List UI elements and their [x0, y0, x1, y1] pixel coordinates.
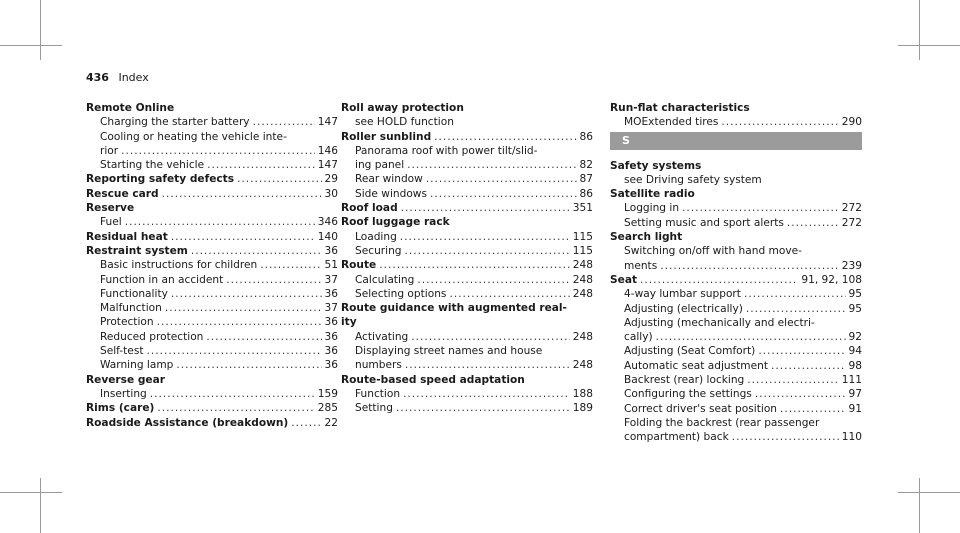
index-subentry [610, 302, 862, 316]
leader-dots [656, 330, 846, 344]
entry-text: Seat [610, 273, 638, 286]
page-reference-link[interactable]: 51 [324, 259, 338, 272]
entry-text: Rims (care) [86, 402, 155, 415]
page-reference-link[interactable]: 94 [848, 345, 862, 358]
leader-dots [253, 115, 315, 129]
index-subentry [610, 344, 862, 358]
index-subentry [610, 359, 862, 373]
index-heading [610, 273, 862, 287]
leader-dots [449, 287, 569, 301]
entry-text: Charging the starter battery [100, 116, 250, 129]
entry-text: Warning lamp [100, 359, 174, 372]
index-heading [86, 201, 338, 215]
index-subentry [610, 244, 862, 258]
leader-dots [226, 273, 321, 287]
page-reference-link[interactable]: 29 [324, 173, 338, 186]
leader-dots [400, 230, 570, 244]
leader-dots [165, 301, 322, 315]
index-heading [341, 315, 593, 329]
page-reference-link[interactable]: 248 [572, 359, 593, 372]
index-heading [610, 187, 862, 201]
page-reference-link[interactable]: 147 [317, 116, 338, 129]
index-subentry [86, 158, 338, 172]
index-heading [610, 159, 862, 173]
leader-dots [237, 172, 321, 186]
leader-dots [176, 358, 321, 372]
leader-dots [407, 158, 576, 172]
leader-dots [157, 401, 314, 415]
index-heading [610, 230, 862, 244]
index-heading [341, 301, 593, 315]
entry-text: Adjusting (Seat Comfort) [624, 345, 756, 358]
index-heading [86, 101, 338, 115]
crop-mark [40, 478, 41, 533]
entry-text: ity [341, 316, 357, 329]
index-heading [341, 101, 593, 115]
leader-dots [755, 387, 846, 401]
page-reference-link[interactable]: 351 [572, 202, 593, 215]
page-reference-link[interactable]: 146 [317, 144, 338, 157]
entry-text: Inserting [100, 387, 147, 400]
leader-dots [758, 344, 845, 358]
page-section-title: Index [118, 71, 149, 84]
entry-text: Folding the backrest (rear passenger [624, 416, 820, 429]
leader-dots [411, 330, 569, 344]
index-heading [86, 244, 338, 258]
leader-dots [147, 344, 322, 358]
index-heading [341, 201, 593, 215]
entry-text: MOExtended tires [624, 116, 719, 129]
index-subentry [86, 344, 338, 358]
index-subentry [610, 216, 862, 230]
leader-dots [787, 216, 839, 230]
index-column-2 [341, 101, 593, 416]
index-subentry [86, 387, 338, 401]
entry-text: Setting [355, 402, 393, 415]
page-reference-link[interactable]: 36 [324, 244, 338, 257]
entry-text: Automatic seat adjustment [624, 359, 768, 372]
index-heading [86, 416, 338, 430]
entry-text: Route-based speed adaptation [341, 373, 525, 386]
index-subentry [341, 358, 593, 372]
page-reference-link[interactable]: 111 [841, 374, 862, 387]
entry-text: Correct driver's seat position [624, 402, 778, 415]
entry-text: ing panel [355, 159, 405, 172]
entry-text: Selecting options [355, 287, 447, 300]
entry-text: Cooling or heating the vehicle inte- [100, 130, 287, 143]
page-reference-link[interactable]: 82 [579, 159, 593, 172]
page-reference-link[interactable]: 95 [848, 288, 862, 301]
index-heading [341, 258, 593, 272]
index-subentry [86, 258, 338, 272]
entry-text: Rescue card [86, 187, 159, 200]
leader-dots [747, 373, 838, 387]
leader-dots [405, 244, 570, 258]
index-heading [341, 373, 593, 387]
page-reference-link[interactable]: 140 [317, 230, 338, 243]
entry-text: 4-way lumbar support [624, 288, 741, 301]
entry-text: Function [355, 387, 401, 400]
leader-dots [171, 230, 315, 244]
index-subentry [341, 115, 593, 129]
leader-dots [162, 187, 322, 201]
index-column-3 [610, 101, 862, 445]
entry-text: cally) [624, 331, 653, 344]
entry-text: Switching on/off with hand move- [624, 245, 802, 258]
index-subentry [610, 402, 862, 416]
entry-text: Backrest (rear) locking [624, 374, 745, 387]
index-subentry [341, 344, 593, 358]
page-reference-link[interactable]: 272 [841, 202, 862, 215]
leader-dots [417, 273, 569, 287]
entry-text: Reporting safety defects [86, 173, 235, 186]
entry-text: ments [624, 259, 658, 272]
crop-mark [40, 0, 41, 60]
index-subentry [341, 244, 593, 258]
index-subentry [86, 144, 338, 158]
entry-text: Run-flat characteristics [610, 102, 750, 114]
page-reference-link[interactable]: 36 [324, 330, 338, 343]
page-reference-link[interactable]: 115 [572, 244, 593, 257]
index-subentry [341, 144, 593, 158]
index-subentry [86, 301, 338, 315]
entry-text: Reverse gear [86, 373, 165, 386]
index-subentry [86, 115, 338, 129]
index-subentry [610, 416, 862, 430]
page-reference-link[interactable]: 248 [572, 287, 593, 300]
index-subentry [341, 158, 593, 172]
entry-text: Satellite radio [610, 188, 695, 201]
entry-text: Roof load [341, 202, 398, 215]
entry-text: Protection [100, 316, 154, 329]
entry-text: compartment) back [624, 431, 729, 444]
page-reference-link[interactable]: 36 [324, 345, 338, 358]
entry-text: Reduced protection [100, 330, 204, 343]
entry-text: Activating [355, 330, 409, 343]
page-reference-link[interactable]: 86 [579, 187, 593, 200]
index-subentry [341, 330, 593, 344]
leader-dots [426, 172, 577, 186]
page-reference-link[interactable]: 248 [572, 330, 593, 343]
page-reference-link[interactable]: 86 [579, 130, 593, 143]
entry-text: Adjusting (electrically) [624, 302, 743, 315]
leader-dots [191, 244, 322, 258]
page-reference-link[interactable]: 37 [324, 273, 338, 286]
index-subentry [86, 330, 338, 344]
leader-dots [771, 359, 846, 373]
index-subentry [610, 259, 862, 273]
entry-text: see Driving safety system [624, 173, 762, 186]
entry-text: Restraint system [86, 244, 188, 257]
index-subentry [341, 401, 593, 415]
index-subentry [610, 430, 862, 444]
page-reference-link[interactable]: 36 [324, 287, 338, 300]
entry-text: Displaying street names and house [355, 345, 543, 358]
index-subentry [610, 373, 862, 387]
entry-text: Reserve [86, 202, 135, 215]
entry-text: see HOLD function [355, 116, 454, 129]
index-subentry [86, 315, 338, 329]
entry-text: Self-test [100, 345, 144, 358]
index-subentry [610, 115, 862, 129]
entry-text: Basic instructions for children [100, 259, 258, 272]
index-subentry [610, 201, 862, 215]
entry-text: Route [341, 259, 377, 272]
index-subentry [86, 130, 338, 144]
entry-text: Search light [610, 231, 683, 244]
leader-dots [207, 158, 315, 172]
entry-text: Function in an accident [100, 273, 224, 286]
index-heading [86, 401, 338, 415]
page-number: 436 [86, 71, 109, 84]
index-column-1 [86, 101, 338, 430]
page-reference-link[interactable]: 36 [324, 316, 338, 329]
leader-dots [430, 187, 577, 201]
index-heading [86, 230, 338, 244]
index-heading [610, 101, 862, 115]
entry-text: Configuring the settings [624, 388, 752, 401]
entry-text: Side windows [355, 187, 427, 200]
entry-text: Setting music and sport alerts [624, 216, 784, 229]
entry-text: Functionality [100, 287, 168, 300]
entry-text: Remote Online [86, 102, 175, 114]
crop-mark [919, 478, 920, 533]
leader-dots [171, 287, 322, 301]
page-reference-link[interactable]: 189 [572, 402, 593, 415]
page-reference-link[interactable]: 30 [324, 187, 338, 200]
section-letter-bar: S [610, 132, 862, 150]
page-reference-link[interactable]: 285 [317, 402, 338, 415]
page-reference-link[interactable]: 272 [841, 216, 862, 229]
entry-text: Roller sunblind [341, 130, 432, 143]
index-heading [341, 130, 593, 144]
page-reference-link[interactable]: 290 [841, 116, 862, 129]
page-reference-link[interactable]: 147 [317, 159, 338, 172]
leader-dots [721, 115, 838, 129]
page-reference-link[interactable]: 97 [848, 388, 862, 401]
index-subentry [610, 330, 862, 344]
entry-text: Malfunction [100, 302, 162, 315]
leader-dots [206, 330, 321, 344]
crop-mark [919, 0, 920, 60]
index-subentry [341, 287, 593, 301]
index-subentry [86, 287, 338, 301]
leader-dots [396, 401, 570, 415]
entry-text: Loading [355, 230, 397, 243]
entry-text: Panorama roof with power tilt/slid- [355, 144, 538, 157]
index-heading [86, 373, 338, 387]
index-subentry [610, 387, 862, 401]
entry-text: Starting the vehicle [100, 159, 205, 172]
leader-dots [260, 258, 321, 272]
index-subentry [341, 187, 593, 201]
leader-dots [640, 273, 798, 287]
leader-dots [682, 201, 839, 215]
crop-mark [898, 492, 960, 493]
entry-text: Logging in [624, 202, 680, 215]
crop-mark [898, 45, 960, 46]
entry-text: numbers [355, 359, 402, 372]
leader-dots [732, 430, 839, 444]
entry-text: Adjusting (mechanically and electri- [624, 316, 815, 329]
page-reference-link[interactable]: 37 [324, 302, 338, 315]
index-subentry [341, 273, 593, 287]
page-reference-link[interactable]: 115 [572, 230, 593, 243]
entry-text: Calculating [355, 273, 415, 286]
page-reference-link[interactable]: 91 [848, 402, 862, 415]
page-reference-link[interactable]: 22 [324, 416, 338, 429]
leader-dots [744, 287, 846, 301]
leader-dots [405, 358, 570, 372]
leader-dots [379, 258, 570, 272]
page-reference-link[interactable]: 95 [848, 302, 862, 315]
page-reference-link[interactable]: 188 [572, 387, 593, 400]
entry-text: Rear window [355, 173, 423, 186]
page-reference-link[interactable]: 159 [317, 387, 338, 400]
page-reference-link[interactable]: 110 [841, 431, 862, 444]
page-reference-link[interactable]: 248 [572, 259, 593, 272]
leader-dots [660, 259, 839, 273]
index-subentry [341, 387, 593, 401]
index-heading [86, 187, 338, 201]
entry-text: Fuel [100, 216, 122, 229]
page-reference-link[interactable]: 36 [324, 359, 338, 372]
leader-dots [401, 201, 570, 215]
index-subentry [86, 358, 338, 372]
index-subentry [86, 273, 338, 287]
entry-text: Roof luggage rack [341, 216, 450, 229]
crop-mark [0, 45, 62, 46]
entry-text: Residual heat [86, 230, 168, 243]
entry-text: Roadside Assistance (breakdown) [86, 416, 289, 429]
entry-text: Securing [355, 244, 402, 257]
leader-dots [150, 387, 315, 401]
leader-dots [434, 130, 576, 144]
entry-text: rior [100, 144, 119, 157]
leader-dots [403, 387, 570, 401]
index-subentry [610, 173, 862, 187]
page-reference-link[interactable]: 98 [848, 359, 862, 372]
index-subentry [610, 287, 862, 301]
page-reference-link[interactable]: 87 [579, 173, 593, 186]
page-reference-link[interactable]: 248 [572, 273, 593, 286]
page-reference-link[interactable]: 239 [841, 259, 862, 272]
leader-dots [291, 416, 321, 430]
page-reference-link[interactable]: 92 [848, 331, 862, 344]
page-header [86, 71, 149, 84]
entry-text: Route guidance with augmented real- [341, 302, 567, 315]
entry-text: Safety systems [610, 159, 702, 172]
index-subentry [341, 230, 593, 244]
index-heading [341, 215, 593, 229]
index-heading [86, 172, 338, 186]
crop-mark [0, 492, 62, 493]
leader-dots [125, 215, 315, 229]
leader-dots [157, 315, 322, 329]
leader-dots [746, 302, 846, 316]
index-subentry [86, 215, 338, 229]
index-subentry [610, 316, 862, 330]
index-subentry [341, 172, 593, 186]
entry-text: Roll away protection [341, 102, 464, 114]
leader-dots [121, 144, 315, 158]
page-reference-link[interactable]: 91, 92, 108 [801, 273, 862, 286]
leader-dots [780, 402, 846, 416]
page-reference-link[interactable]: 346 [317, 216, 338, 229]
